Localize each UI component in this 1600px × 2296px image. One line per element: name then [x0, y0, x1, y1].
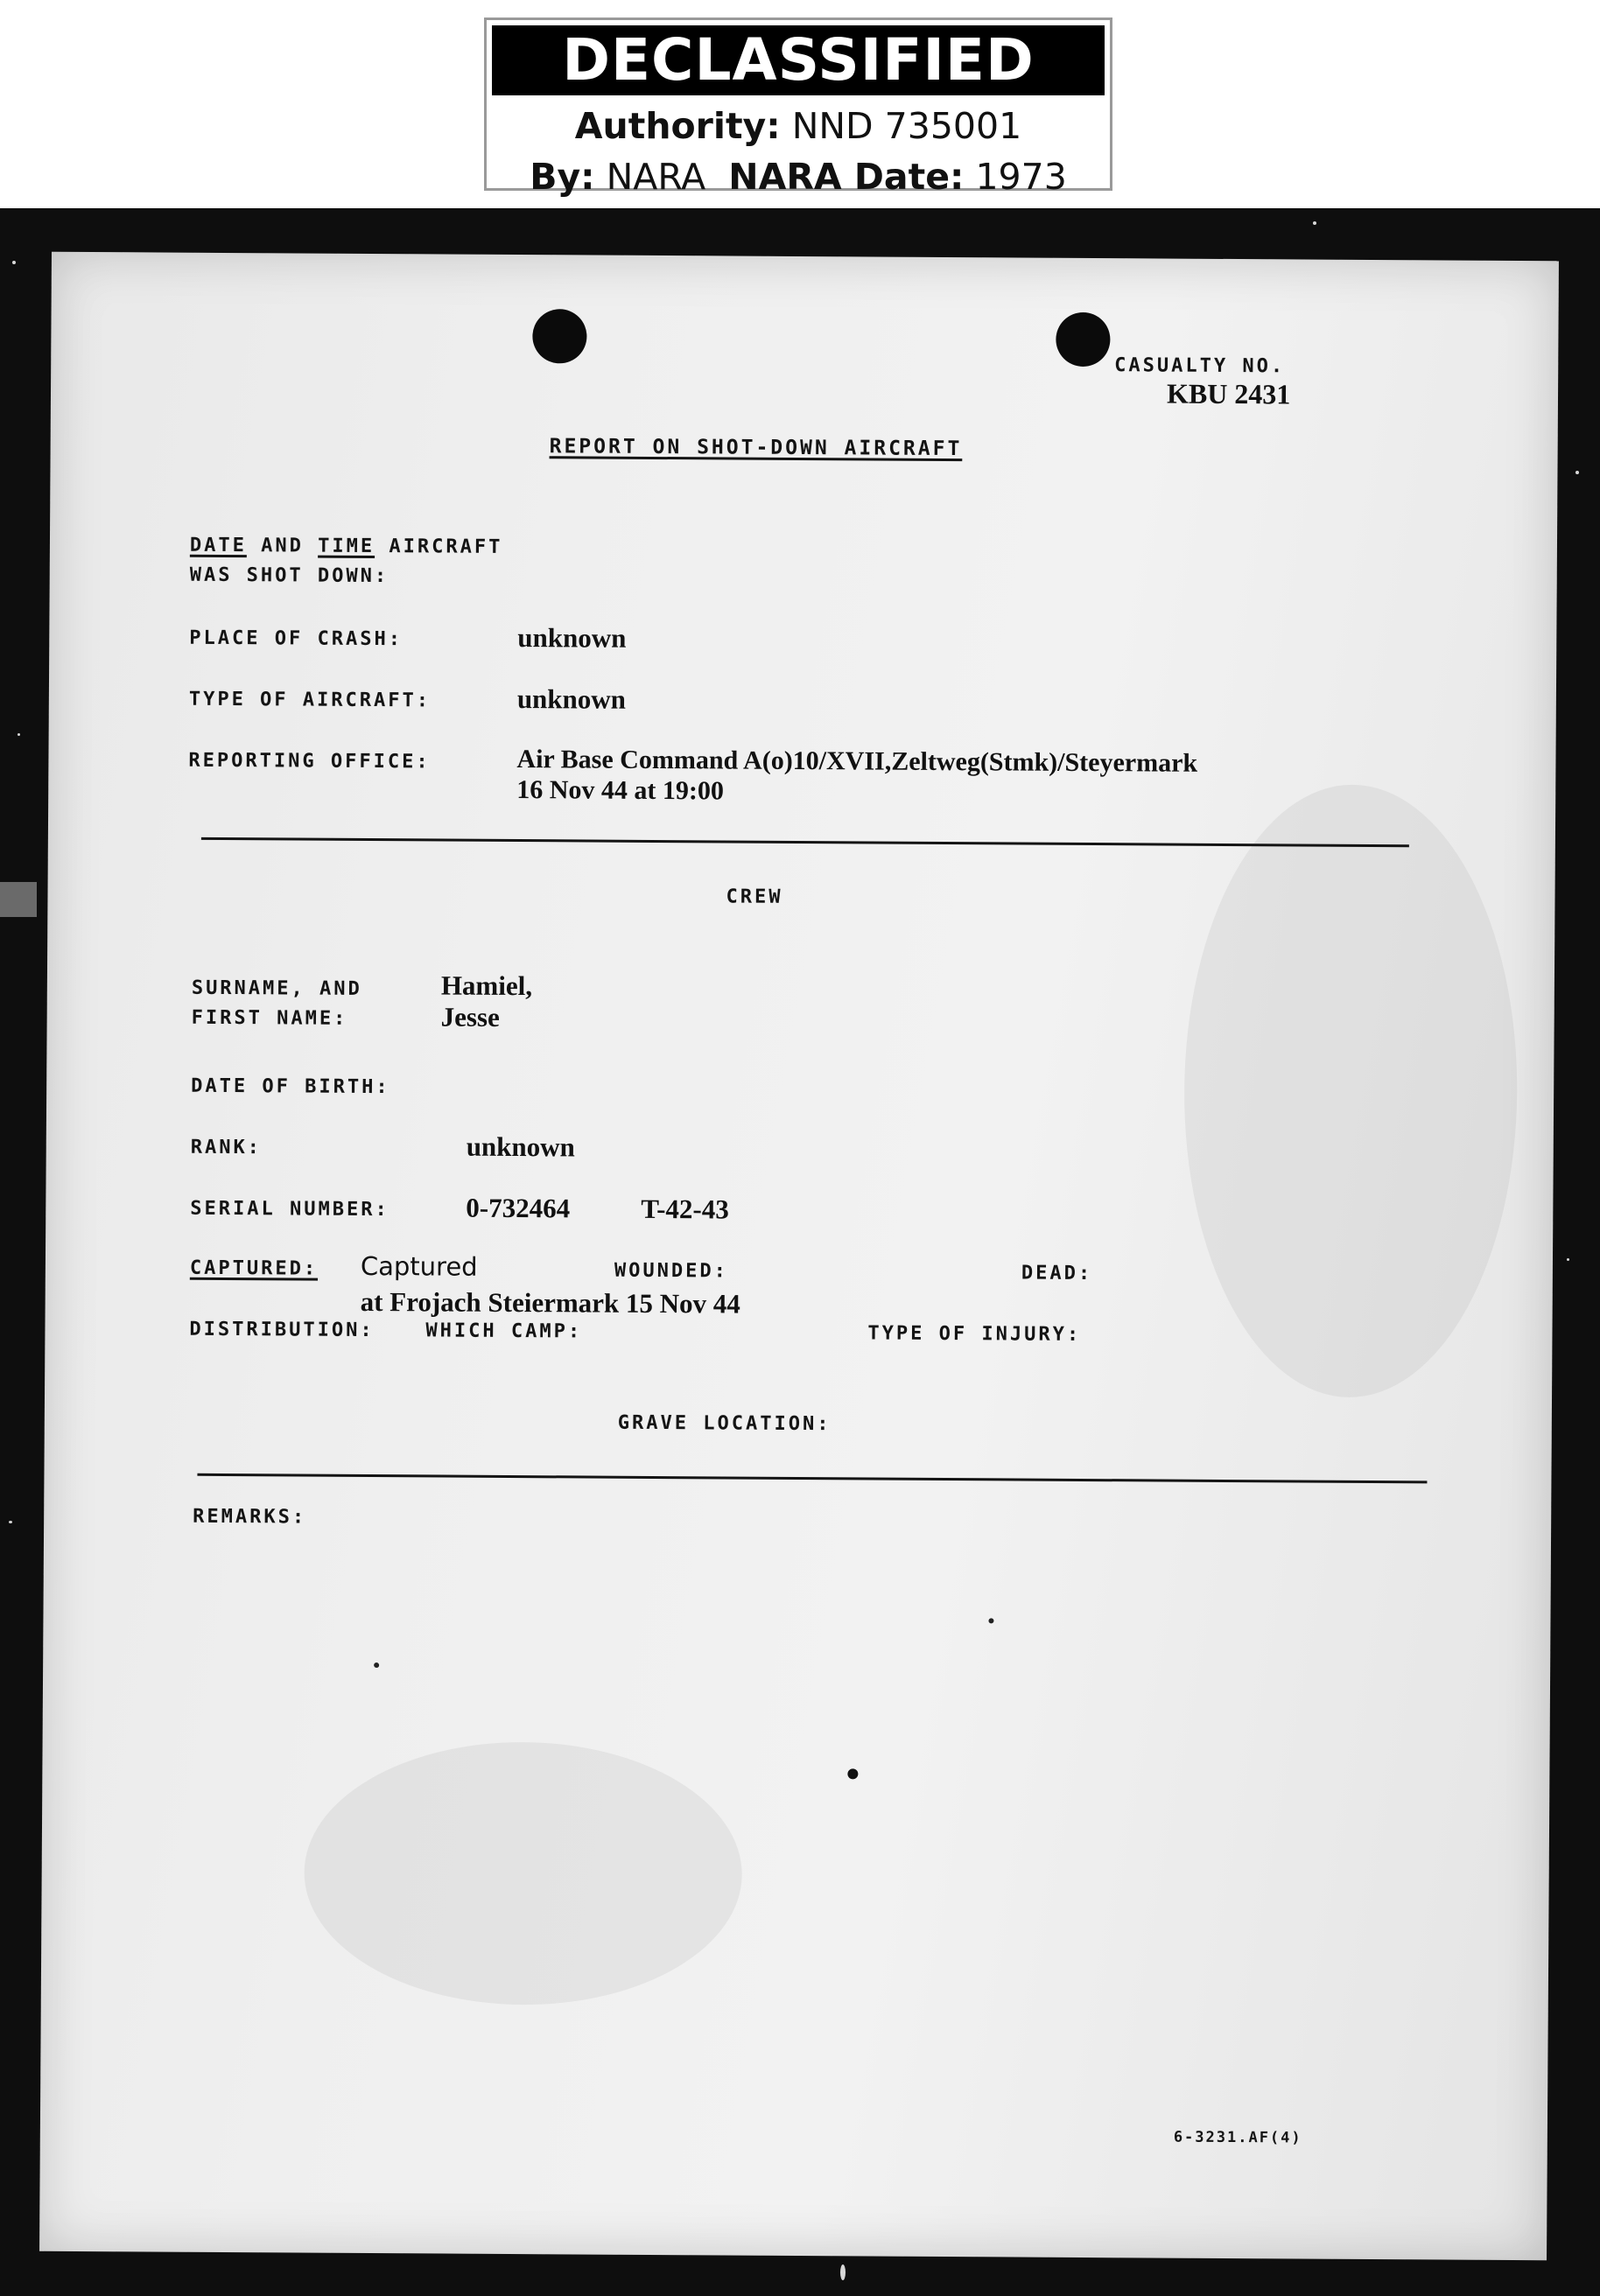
scan-edge-tab [0, 882, 37, 917]
captured-label: CAPTURED: [189, 1256, 319, 1280]
date-time-label-and: AND [261, 535, 305, 557]
date-time-label-line2: WAS SHOT DOWN: [189, 564, 389, 588]
date-time-label [190, 535, 503, 558]
rank-value: unknown [466, 1130, 575, 1163]
scanned-document-frame [0, 208, 1600, 2296]
scan-speck [12, 261, 16, 264]
paper-dot [847, 1768, 858, 1779]
place-of-crash-label: PLACE OF CRASH: [189, 626, 404, 651]
captured-value-line2: at Frojach Steiermark 15 Nov 44 [360, 1285, 740, 1320]
nara-date-label: NARA Date: [728, 156, 965, 198]
paper-sheet [39, 252, 1559, 2260]
casualty-number-label: CASUALTY NO. [1114, 354, 1286, 378]
date-time-label-time: TIME [318, 535, 375, 558]
serial-number-value: 0-732464 [466, 1192, 571, 1224]
rank-label: RANK: [190, 1136, 263, 1159]
surname-label-line2: FIRST NAME: [191, 1006, 348, 1030]
serial-number-value-2: T-42-43 [641, 1193, 729, 1225]
date-time-label-date: DATE [189, 534, 248, 557]
date-of-birth-label: DATE OF BIRTH: [191, 1074, 390, 1099]
distribution-label: DISTRIBUTION: [189, 1318, 375, 1342]
divider-top [201, 837, 1409, 847]
reporting-office-value-line2: 16 Nov 44 at 19:00 [516, 775, 725, 806]
punch-hole-right [1056, 312, 1110, 367]
place-of-crash-value: unknown [517, 622, 627, 654]
paper-dot [988, 1618, 993, 1623]
authority-label: Authority: [574, 105, 781, 147]
serial-number-label: SERIAL NUMBER: [190, 1197, 389, 1222]
crew-heading: CREW [726, 886, 783, 908]
reporting-office-label: REPORTING OFFICE: [188, 749, 431, 774]
date-time-label-aircraft: AIRCRAFT [389, 536, 503, 558]
form-number: 6-3231.AF(4) [1173, 2128, 1302, 2147]
authority-value: NND 735001 [791, 105, 1022, 147]
which-camp-label: WHICH CAMP: [425, 1320, 583, 1343]
scan-speck [1313, 221, 1316, 225]
scan-speck [840, 2264, 846, 2280]
divider-bottom [197, 1474, 1427, 1484]
paper-stain [1182, 784, 1519, 1398]
nara-date-value: 1973 [975, 156, 1067, 198]
captured-value-line1: Captured [360, 1250, 478, 1282]
dead-label: DEAD: [1021, 1262, 1093, 1285]
first-name-value: Jesse [440, 1001, 500, 1032]
wounded-label: WOUNDED: [614, 1259, 728, 1283]
by-value: NARA [606, 156, 706, 198]
type-of-injury-label: TYPE OF INJURY: [867, 1322, 1082, 1346]
surname-value: Hamiel, [440, 970, 533, 1002]
scan-speck [9, 1521, 12, 1523]
document-title: REPORT ON SHOT-DOWN AIRCRAFT [549, 435, 963, 461]
stamp-by-line [487, 151, 1110, 202]
type-of-aircraft-label: TYPE OF AIRCRAFT: [188, 688, 432, 712]
surname-label-line1: SURNAME, AND [191, 976, 362, 1000]
scan-speck [18, 733, 20, 736]
declassified-stamp [484, 18, 1112, 198]
paper-stain [304, 1741, 743, 2006]
punch-hole-left [532, 309, 586, 363]
type-of-aircraft-value: unknown [516, 683, 627, 715]
scan-speck [1567, 1258, 1569, 1261]
stamp-banner: DECLASSIFIED [492, 25, 1105, 95]
paper-dot [374, 1662, 379, 1668]
remarks-label: REMARKS: [193, 1505, 307, 1529]
by-label: By: [530, 156, 595, 198]
reporting-office-value-line1: Air Base Command A(o)10/XVII,Zeltweg(Stmk)/Steyermark [516, 745, 1198, 778]
scan-speck [1575, 471, 1579, 474]
casualty-number-value: KBU 2431 [1166, 377, 1291, 410]
grave-location-label: GRAVE LOCATION: [617, 1411, 832, 1436]
stamp-authority-line [487, 101, 1110, 151]
